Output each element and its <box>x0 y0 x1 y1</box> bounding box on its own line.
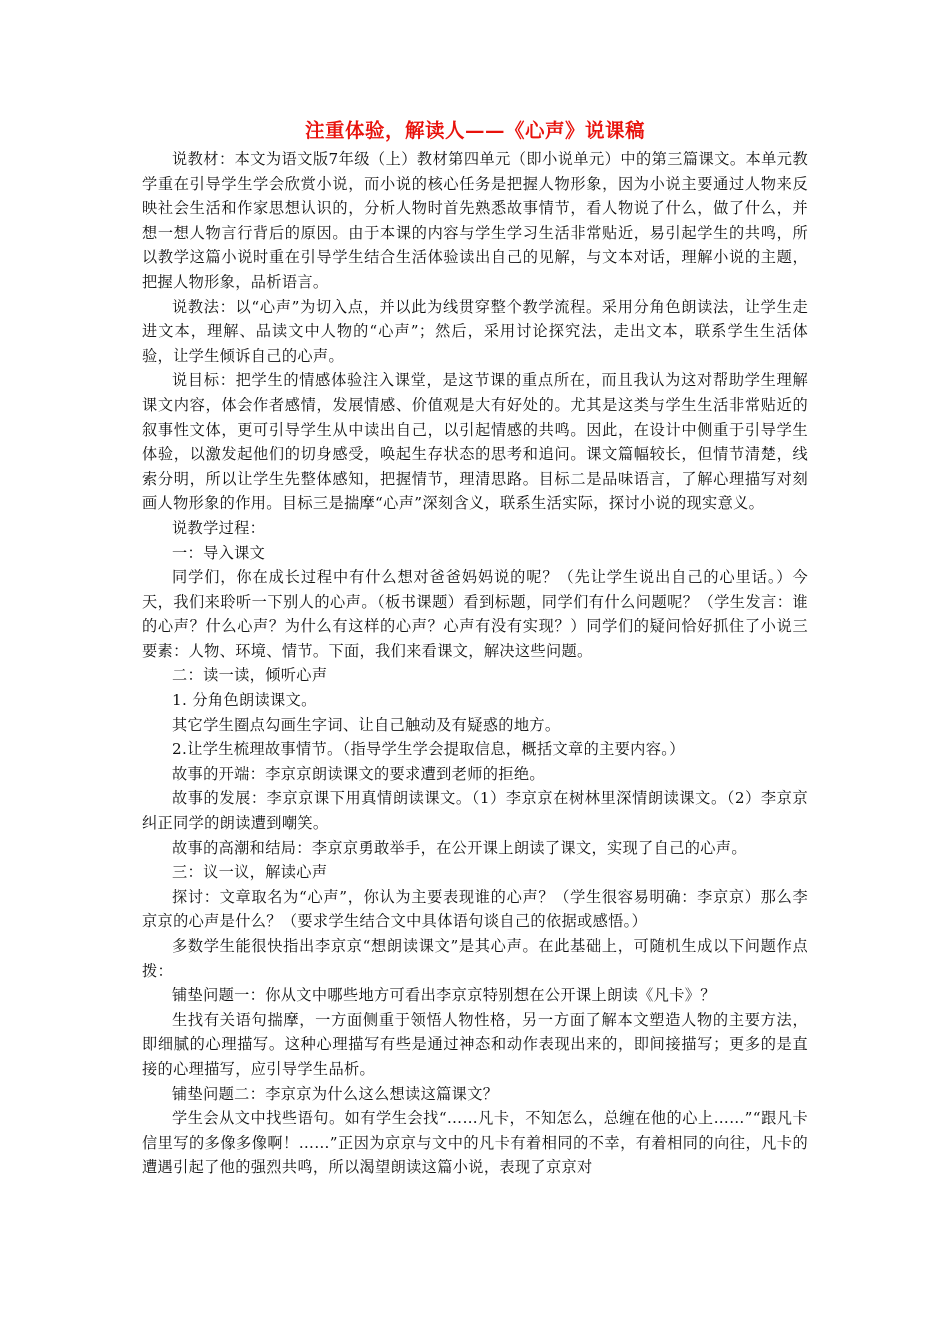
section-heading-2: 二：读一读，倾听心声 <box>172 666 328 685</box>
paragraph: 铺垫问题一：你从文中哪些地方可看出李京京特别想在公开课上朗读《凡卡》？ <box>172 986 716 1005</box>
paragraph: 多数学生能很快指出李京京“想朗读课文”是其心声。在此基础上，可随机生成以下问题作点拨： <box>142 937 808 980</box>
section-heading-process: 说教学过程： <box>172 518 266 537</box>
paragraph: 故事的开端：李京京朗读课文的要求遭到老师的拒绝。 <box>172 764 545 783</box>
document-title: 注重体验，解读人——《心声》说课稿 <box>304 119 645 142</box>
paragraph: 生找有关语句揣摩，一方面侧重于领悟人物性格，另一方面了解本文塑造人物的主要方法，即细腻的心理描写。这种心理描写有些是通过神态和动作表现出来的，即间接描写；更多的是直接的心理描写，应引导学生品析。 <box>142 1010 808 1078</box>
paragraph: 同学们，你在成长过程中有什么想对爸爸妈妈说的呢？（先让学生说出自己的心里话。）今天，我们来聆听一下别人的心声。（板书课题）看到标题，同学们有什么问题呢？（学生发言：谁的心声？什么心声？为什么有这样的心声？心声有没有实现？）同学们的疑问恰好抓住了小说三要素：人物、环境、情节。下面，我们来看课文，解决这些问题。 <box>142 568 808 660</box>
paragraph-mubiao: 说目标：把学生的情感体验注入课堂，是这节课的重点所在，而且我认为这对帮助学生理解课文内容，体会作者感情，发展情感、价值观是大有好处的。尤其是这类与学生生活非常贴近的叙事性文体，更可引导学生从中读出自己，以引起情感的共鸣。因此，在设计中侧重于引导学生体验，以激发起他们的切身感受，唤起生存状态的思考和追问。课文篇幅较长，但情节清楚，线索分明，所以让学生先整体感知，把握情节，理清思路。目标二是品味语言，了解心理描写对刻画人物形象的作用。目标三是揣摩“心声”深刻含义，联系生活实际，探讨小说的现实意义。 <box>142 371 808 513</box>
paragraph: 铺垫问题二：李京京为什么这么想读这篇课文？ <box>172 1084 499 1103</box>
paragraph: 探讨：文章取名为“心声”，你认为主要表现谁的心声？（学生很容易明确：李京京）那么李京京的心声是什么？（要求学生结合文中具体语句谈自己的依据或感悟。） <box>142 887 808 931</box>
paragraph: 故事的发展：李京京课下用真情朗读课文。（1）李京京在树林里深情朗读课文。（2）李京京纠正同学的朗读遭到嘲笑。 <box>142 789 808 833</box>
paragraph: 故事的高潮和结局：李京京勇敢举手，在公开课上朗读了课文，实现了自己的心声。 <box>172 838 747 857</box>
paragraph-jiaocai: 说教材：本文为语文版7年级（上）教材第四单元（即小说单元）中的第三篇课文。本单元教学重在引导学生学会欣赏小说，而小说的核心任务是把握人物形象，因为小说主要通过人物来反映社会生活和作家思想认识的，分析人物时首先熟悉故事情节，看人物说了什么，做了什么，并想一想人物言行背后的原因。由于本课的内容与学生学习生活非常贴近，易引起学生的共鸣，所以教学这篇小说时重在引导学生结合生活体验读出自己的见解，与文本对话，理解小说的主题，把握人物形象，品析语言。 <box>142 150 808 291</box>
paragraph: 2.让学生梳理故事情节。（指导学生学会提取信息，概括文章的主要内容。） <box>172 740 685 759</box>
paragraph-jiaofa: 说教法：以“心声”为切入点，并以此为线贯穿整个教学流程。采用分角色朗读法，让学生走进文本，理解、品读文中人物的“心声”；然后，采用讨论探究法，走出文本，联系学生生活体验，让学生倾诉自己的心声。 <box>142 297 808 365</box>
paragraph: 1. 分角色朗读课文。 <box>172 691 317 710</box>
section-heading-1: 一：导入课文 <box>172 543 266 562</box>
section-heading-3: 三：议一议，解读心声 <box>172 863 328 882</box>
paragraph: 学生会从文中找些语句。如有学生会找“……凡卡，不知怎么，总缠在他的心上……”“跟凡卡信里写的多像多像啊！……”正因为京京与文中的凡卡有着相同的不幸，有着相同的向往，凡卡的遭遇引起了他的强烈共鸣，所以渴望朗读这篇小说，表现了京京对 <box>142 1109 808 1177</box>
paragraph: 其它学生圈点勾画生字词、让自己触动及有疑惑的地方。 <box>172 715 561 734</box>
document-page <box>142 118 808 1180</box>
